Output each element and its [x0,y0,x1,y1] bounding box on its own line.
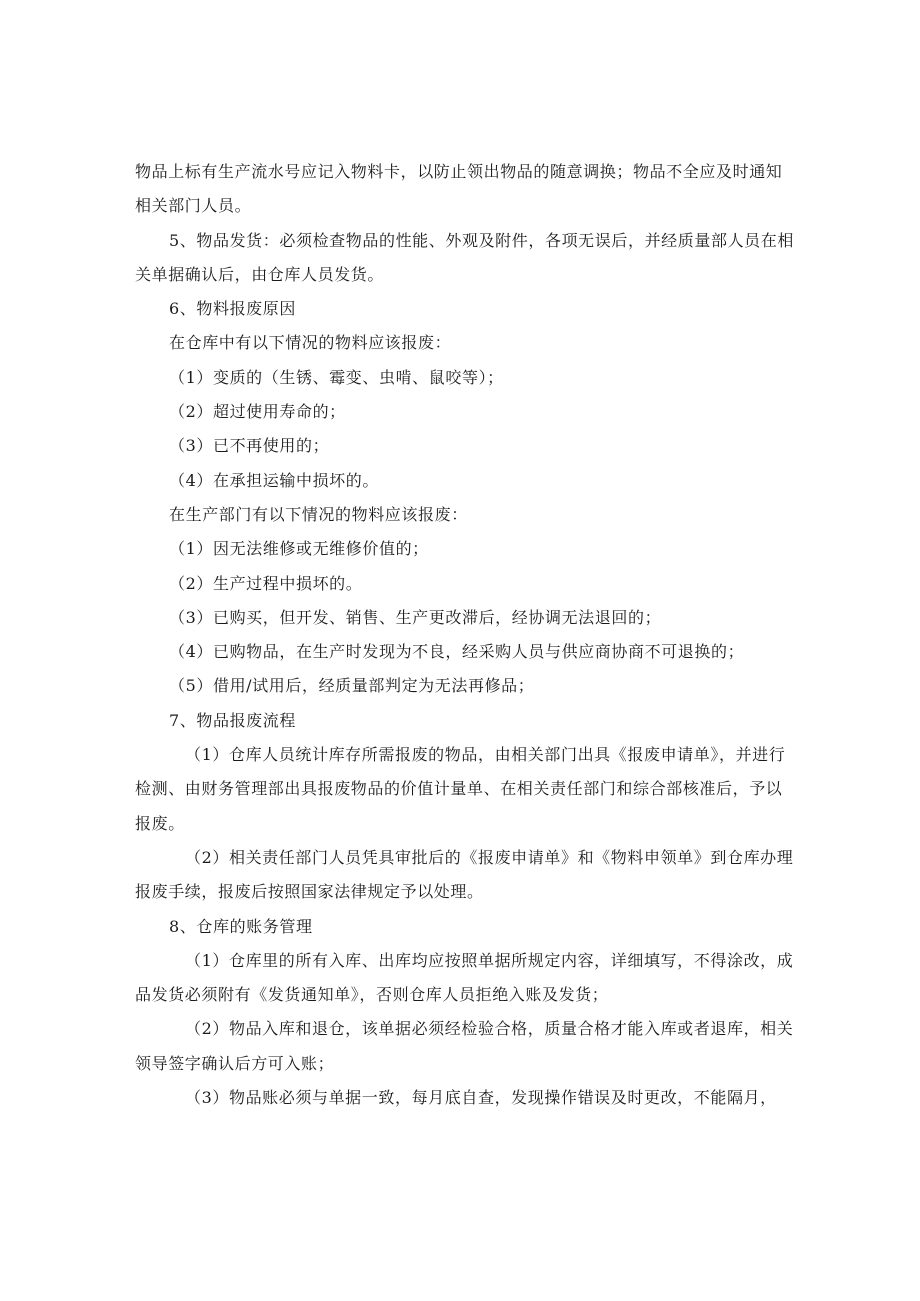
list-item: （4）已购物品，在生产时发现为不良，经采购人员与供应商协商不可退换的； [169,642,745,662]
list-item: （1）因无法维修或无维修价值的； [169,539,429,559]
paragraph-warehouse-scrap-intro: 在仓库中有以下情况的物料应该报废： [169,333,452,353]
heading-item-7-scrap-process: 7、物品报废流程 [169,710,296,730]
paragraph-process-step-2: （2）相关责任部门人员凭具审批后的《报废申请单》和《物料申领单》到仓库办理报废手续，报废后按照国家法律规定予以处理。 [135,847,794,902]
paragraph-continuation: 物品上标有生产流水号应记入物料卡，以防止领出物品的随意调换；物品不全应及时通知相关部门人员。 [135,162,783,216]
paragraph-accounting-2: （2）物品入库和退仓，该单据必须经检验合格，质量合格才能入库或者退库，相关领导签字确认后方可入账； [135,1019,794,1073]
heading-item-6-scrap-reasons: 6、物料报废原因 [169,299,296,319]
list-item: （3）已购买，但开发、销售、生产更改滞后，经协调无法退回的； [169,607,662,627]
paragraph-item-5-shipping: 5、物品发货：必须检查物品的性能、外观及附件，各项无误后，并经质量部人员在相关单据确认后，由仓库人员发货。 [135,230,794,284]
list-item: （4）在承担运输中损坏的。 [169,470,379,490]
paragraph-accounting-1: （1）仓库里的所有入库、出库均应按照单据所规定内容，详细填写，不得涂改，成品发货必须附有《发货通知单》，否则仓库人员拒绝入账及发货； [135,950,794,1005]
heading-item-8-accounting: 8、仓库的账务管理 [169,916,313,936]
list-item: （1）变质的（生锈、霉变、虫啃、鼠咬等）； [169,367,504,387]
document-body [135,155,795,1115]
paragraph-accounting-3: （3）物品账必须与单据一致，每月底自查，发现操作错误及时更改，不能隔月， [185,1088,777,1108]
list-item: （5）借用/试用后，经质量部判定为无法再修品； [169,676,535,696]
paragraph-process-step-1: （1）仓库人员统计库存所需报废的物品，由相关部门出具《报废申请单》，并进行检测、由财务管理部出具报废物品的价值计量单、在相关责任部门和综合部核准后，予以报废。 [135,745,786,833]
list-item: （2）超过使用寿命的； [169,402,346,422]
paragraph-production-scrap-intro: 在生产部门有以下情况的物料应该报废： [169,504,468,524]
list-item: （3）已不再使用的； [169,436,330,456]
list-item: （2）生产过程中损坏的。 [169,573,363,593]
